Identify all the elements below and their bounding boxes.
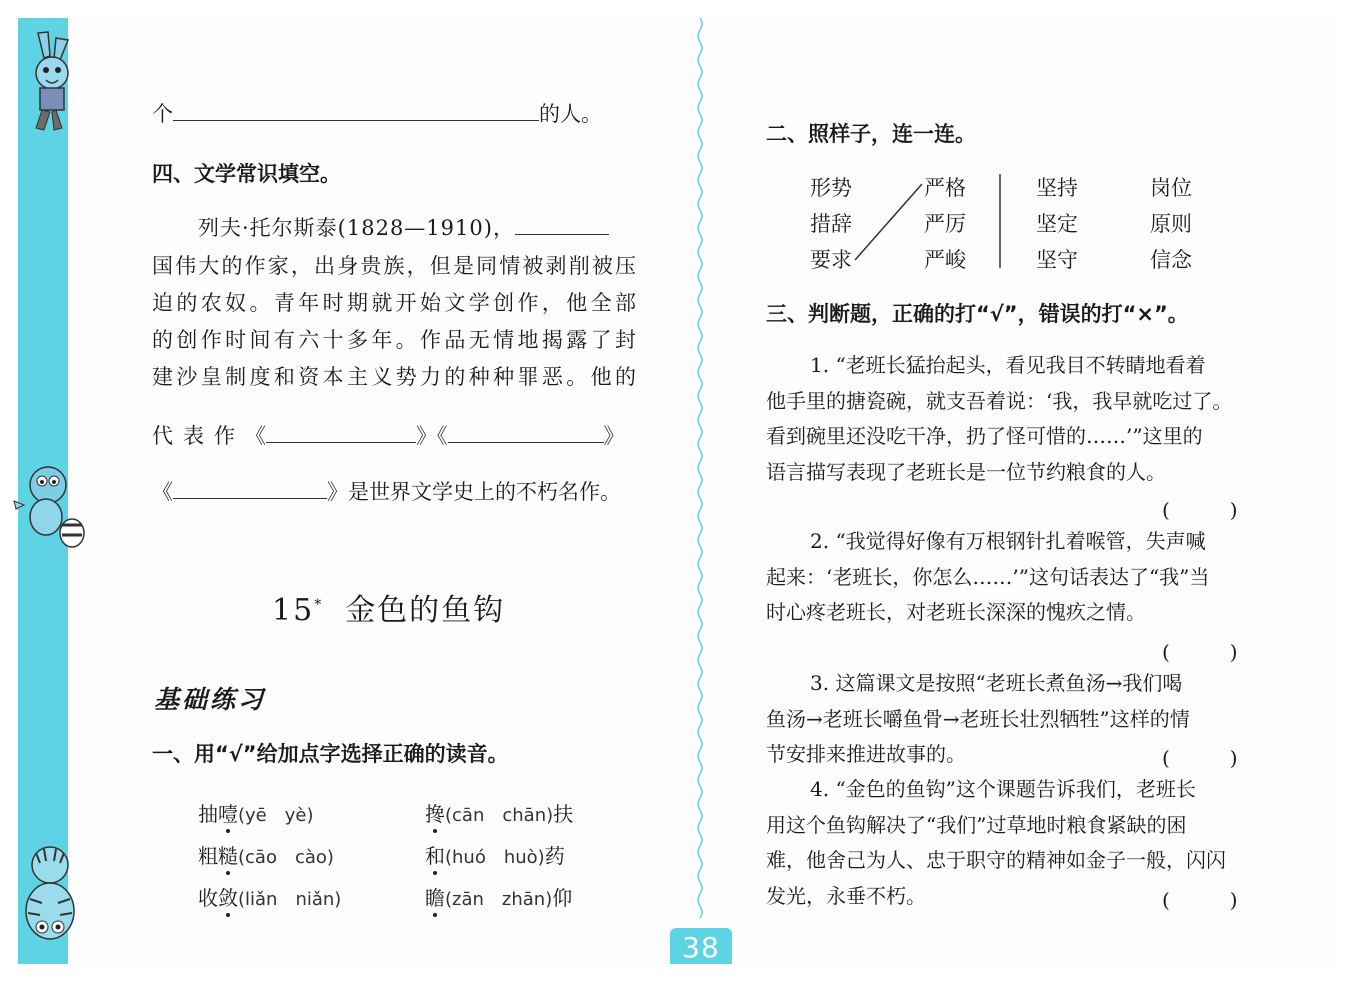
question-line: 起来：‘老班长，你怎么……’”这句话表达了“我”当: [766, 564, 1210, 589]
pinyin-item[interactable]: [198, 798, 314, 827]
open-quote: 《: [245, 424, 266, 448]
lesson-star: *: [314, 597, 324, 613]
question-line: 2. “我觉得好像有万根钢针扎着喉管，失声喊: [810, 529, 1206, 553]
close-quote: 》: [416, 424, 437, 448]
answer-parentheses[interactable]: ( ): [1162, 746, 1238, 770]
question-line: 4. “金色的鱼钩”这个课题告诉我们，老班长: [810, 777, 1196, 801]
answer-blank[interactable]: [266, 424, 416, 443]
word-part: 扶: [553, 802, 574, 826]
match-word[interactable]: 严峻: [924, 248, 966, 272]
pinyin-options[interactable]: (liǎn niǎn): [238, 889, 342, 910]
dotted-char: 糙: [218, 844, 238, 868]
word-part: 仰: [552, 886, 573, 910]
match-word[interactable]: 坚持: [1036, 176, 1078, 200]
page-spine-divider: [694, 18, 706, 918]
match-word[interactable]: 严格: [924, 176, 966, 200]
word-part: 药: [544, 844, 565, 868]
answer-blank[interactable]: [515, 216, 609, 235]
lesson-number: 15: [272, 593, 315, 628]
section1-heading: 一、用“√”给加点字选择正确的读音。: [152, 742, 509, 766]
section4-heading: 四、文学常识填空。: [152, 162, 341, 186]
pinyin-item[interactable]: [198, 882, 341, 911]
question-line: 3. 这篇课文是按照“老班长煮鱼汤→我们喝: [810, 671, 1183, 695]
masterpiece-label: 代表作: [152, 424, 245, 448]
section4-line7: [152, 476, 621, 506]
answer-blank[interactable]: [173, 480, 327, 499]
question-line: 鱼汤→老班长嚼鱼骨→老班长壮烈牺牲”这样的情: [766, 706, 1190, 731]
lesson-name: 金色的鱼钩: [345, 593, 506, 628]
match-word[interactable]: 形势: [810, 176, 852, 200]
section4-line7-text: 》是世界文学史上的不朽名作。: [327, 480, 621, 504]
section4-line1: [198, 212, 609, 242]
example-connector-line: [850, 172, 1010, 272]
answer-parentheses[interactable]: ( ): [1162, 888, 1238, 912]
match-word[interactable]: 坚守: [1036, 248, 1078, 272]
question-line: 他手里的搪瓷碗，就支吾着说：‘我，我早就吃过了。: [766, 388, 1233, 413]
pinyin-item[interactable]: [425, 798, 573, 827]
lesson-title: [272, 585, 505, 629]
pinyin-options[interactable]: (yē yè): [238, 805, 314, 826]
pinyin-options[interactable]: (huó huò): [445, 847, 545, 868]
answer-parentheses[interactable]: ( ): [1162, 498, 1238, 522]
fill-line-prefix: 个: [152, 102, 173, 126]
section4-line2: 国伟大的作家，出身贵族，但是同情被剥削被压: [152, 254, 636, 278]
match-word[interactable]: 岗位: [1150, 176, 1192, 200]
dotted-char: 搀: [425, 802, 445, 826]
question-line: 看到碗里还没吃干净，扔了怪可惜的……’”这里的: [766, 424, 1203, 448]
dotted-char: 瞻: [425, 886, 445, 910]
section4-line3: 迫的农奴。青年时期就开始文学创作，他全部: [152, 291, 636, 315]
judge-question-1: [766, 348, 1250, 490]
match-word[interactable]: 要求: [810, 248, 852, 272]
section2-heading: 二、照样子，连一连。: [766, 122, 976, 146]
question-line: 用这个鱼钩解决了“我们”过草地时粮食紧缺的困: [766, 812, 1187, 837]
match-word[interactable]: 信念: [1150, 248, 1192, 272]
pinyin-item[interactable]: [425, 882, 572, 911]
question-line: 发光，永垂不朽。: [766, 883, 926, 908]
match-word[interactable]: 严厉: [924, 212, 966, 236]
pinyin-options[interactable]: (cāo cào): [238, 847, 334, 868]
raccoon-cartoon-icon: [10, 455, 90, 565]
dotted-char: 噎: [218, 802, 238, 826]
pinyin-options[interactable]: (cān chān): [445, 805, 554, 826]
section4-line4: 的创作时间有六十多年。作品无情地揭露了封: [152, 328, 636, 352]
open-quote: 《: [437, 424, 448, 448]
question-line: 时心疼老班长，对老班长深深的愧疚之情。: [766, 600, 1146, 624]
judge-question-2: [766, 524, 1250, 631]
dotted-char: 敛: [218, 886, 238, 910]
dotted-char: 和: [425, 844, 445, 868]
close-quote: 》: [603, 424, 625, 448]
question-line: 语言描写表现了老班长是一位节约粮食的人。: [766, 459, 1166, 484]
match-word[interactable]: 原则: [1150, 212, 1192, 236]
rabbit-cartoon-icon: [10, 28, 90, 138]
tiger-cartoon-icon: [10, 835, 90, 945]
answer-blank[interactable]: [173, 102, 539, 121]
pinyin-options[interactable]: (zān zhān): [445, 889, 553, 910]
question-line: 节安排来推进故事的。: [766, 742, 966, 766]
fill-line-suffix: 的人。: [539, 102, 602, 126]
section4-line6: [152, 420, 625, 450]
answer-parentheses[interactable]: ( ): [1162, 640, 1238, 664]
section4-line1-text: 列夫·托尔斯泰(1828—1910)，: [198, 216, 515, 240]
fill-line-top: [152, 98, 602, 128]
answer-blank[interactable]: [448, 424, 604, 443]
open-quote: 《: [152, 480, 173, 504]
pinyin-item[interactable]: [198, 840, 334, 869]
match-word[interactable]: 坚定: [1036, 212, 1078, 236]
match-word[interactable]: 措辞: [810, 212, 852, 236]
section4-paragraph: [152, 248, 636, 396]
basics-heading: 基础练习: [154, 685, 267, 714]
question-line: 难，他舍己为人、忠于职守的精神如金子一般，闪闪: [766, 848, 1226, 872]
pinyin-item[interactable]: [425, 840, 565, 869]
word-part: 抽: [198, 802, 218, 826]
section3-heading: 三、判断题，正确的打“√”，错误的打“×”。: [766, 302, 1189, 326]
question-line: 1. “老班长猛抬起头，看见我目不转睛地看着: [810, 353, 1206, 377]
section4-line5: 建沙皇制度和资本主义势力的种种罪恶。他的: [152, 365, 636, 389]
page-number: 38: [670, 928, 732, 964]
word-part: 粗: [198, 844, 218, 868]
word-part: 收: [198, 886, 218, 910]
